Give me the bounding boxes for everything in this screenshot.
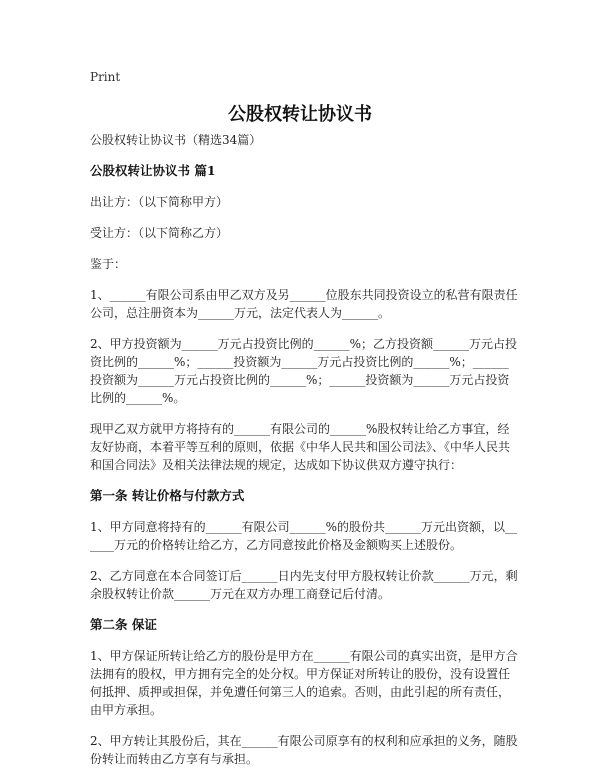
clause-1: 1、______有限公司系由甲乙双方及另______位股东共同投资设立的私营有限责任公司，总注册资本为______万元，法定代表人为______。 xyxy=(90,288,518,320)
article-2-clause-1: 1、甲方保证所转让给乙方的股份是甲方在______有限公司的真实出资，是甲方合法拥有的股权，甲方拥有完全的处分权。甲方保证对所转让的股份，没有设置任何抵押、质押或担保，并免遭任何第三人的追索。否则，由此引起的所有责任，由甲方承担。 xyxy=(90,649,518,717)
clause-2: 2、甲方投资额为______万元占投资比例的______%；乙方投资额______万元占投资比例的______%；______投资额为______万元占投资比例的______%；______投资额为______万元占投资比例的______%；______投资额为______万元占投资比例的______%。 xyxy=(90,337,518,405)
document-title: 公股权转让协议书 xyxy=(228,104,372,125)
article-1-clause-2: 2、乙方同意在本合同签订后______日内先支付甲方股权转让价款______万元，剩余股权转让价款______万元在双方办理工商登记后付清。 xyxy=(90,569,518,601)
intent-paragraph: 现甲乙双方就甲方将持有的______有限公司的______%股权转让给乙方事宜，经友好协商，本着平等互利的原则，依据《中华人民共和国公司法》、《中华人民共和国合同法》及相关法律法规的规定，达成如下协议供双方遵守执行： xyxy=(90,422,511,472)
article-2-clause-2: 2、甲方转让其股份后，其在______有限公司原享有的权利和应承担的义务，随股份转让而转由乙方享有与承担。 xyxy=(90,734,518,766)
article-2-heading: 第二条 保证 xyxy=(90,617,157,632)
section-heading-article1: 公股权转让协议书 篇1 xyxy=(90,163,216,178)
document-body xyxy=(90,131,518,776)
transferor-line: 出让方：（以下简称甲方） xyxy=(90,195,229,209)
print-label[interactable]: Print xyxy=(90,70,121,84)
article-1-clause-1: 1、甲方同意将持有的______有限公司______%的股份共______万元出资额，以______万元的价格转让给乙方，乙方同意按此价格及金额购买上述股份。 xyxy=(90,520,518,552)
subtitle: 公股权转让协议书（精选34篇） xyxy=(90,133,262,147)
article-1-heading: 第一条 转让价格与付款方式 xyxy=(90,488,245,503)
whereas-line: 鉴于： xyxy=(90,257,127,271)
transferee-line: 受让方：（以下简称乙方） xyxy=(90,226,229,240)
